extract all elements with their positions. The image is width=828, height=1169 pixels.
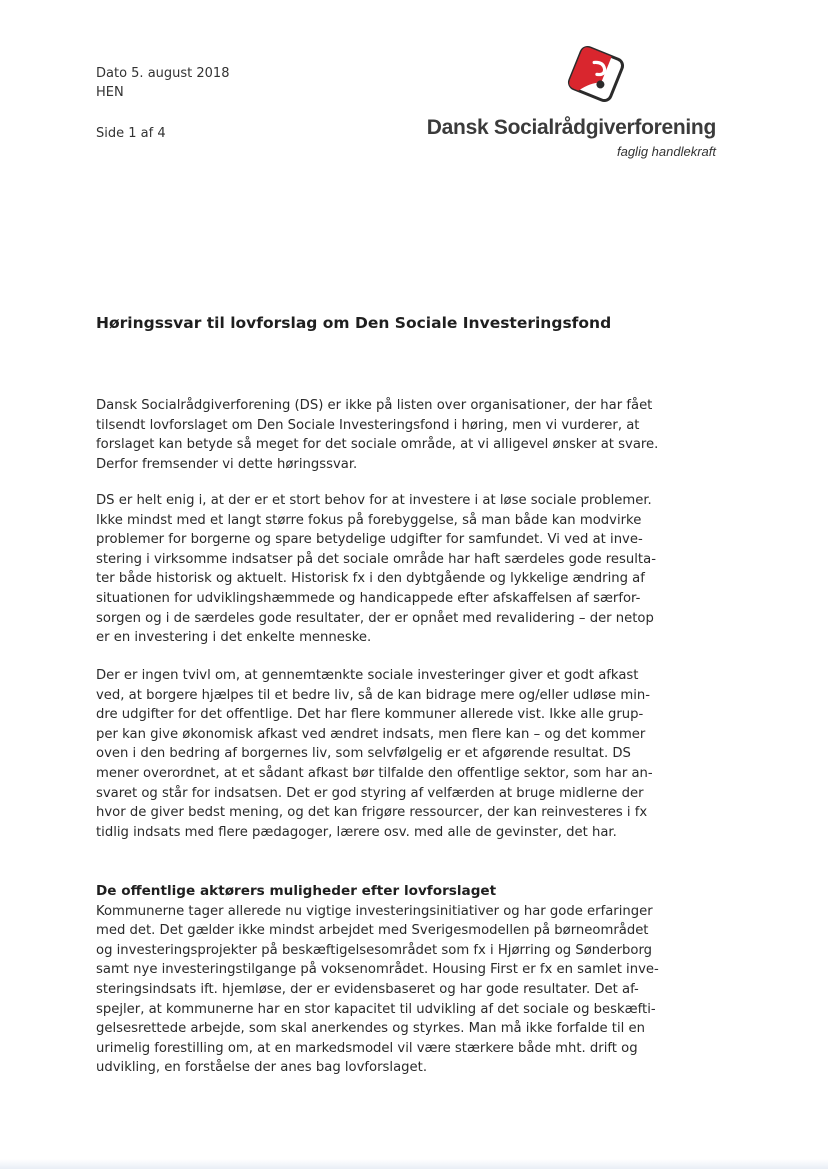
- document-meta: [96, 64, 229, 143]
- organization-tagline: faglig handlekraft: [616, 144, 716, 159]
- text-line: dre udgifter for det offentlige. Det har flere kommuner allerede vist. Ikke alle grup-: [96, 707, 644, 723]
- text-line: tidlig indsats med flere pædagoger, lærere osv. med alle de gevinster, det har.: [96, 824, 617, 840]
- text-line: forslaget kan betyde så meget for det sociale område, at vi alligevel ønsker at svare.: [96, 437, 659, 453]
- text-line: Dansk Socialrådgiverforening (DS) er ikke på listen over organisationer, der har fået: [96, 398, 653, 413]
- document-title: Høringssvar til lovforslag om Den Sociale Investeringsfond: [96, 314, 612, 332]
- scan-edge-band: [0, 1159, 828, 1169]
- text-line: ter både historisk og aktuelt. Historisk fx i den dybtgående og lykkelige ændring af: [96, 571, 645, 587]
- text-line: er en investering i det enkelte menneske.: [96, 630, 372, 646]
- text-line: mener overordnet, at et sådant afkast bør tilfalde den offentlige sektor, som har an-: [96, 765, 653, 781]
- text-line: oven i den bedring af borgernes liv, som selvfølgelig er et afgørende resultat. DS: [96, 746, 631, 762]
- text-line: ved, at borgere hjælpes til et bedre liv, så de kan bidrage mere og/eller udløse min-: [96, 687, 650, 703]
- text-line: problemer for borgerne og spare betydelige udgifter for samfundet. Vi ved at inve-: [96, 532, 643, 548]
- text-line: Der er ingen tvivl om, at gennemtænkte sociale investeringer giver et godt afkast: [96, 668, 639, 683]
- dansk-socialraadgiverforening-logo-icon: [564, 42, 628, 106]
- organization-name: Dansk Socialrådgiverforening: [426, 116, 716, 139]
- text-line: tilsendt lovforslaget om Den Sociale Investeringsfond i høring, men vi vurderer, at: [96, 417, 640, 433]
- text-line: med det. Det gælder ikke mindst arbejdet med Sverigesmodellen på børneområdet: [96, 923, 649, 939]
- text-line: steringsindsats ift. hjemløse, der er evidensbaseret og har gode resultater. Det af-: [96, 981, 639, 997]
- text-line: Ikke mindst med et langt større fokus på forebyggelse, så man både kan modvirke: [96, 512, 642, 528]
- page-number: Side 1 af 4: [96, 126, 166, 141]
- text-line: DS er helt enig i, at der er et stort behov for at investere i at løse sociale problemer.: [96, 493, 652, 508]
- section-heading: De offentlige aktørers muligheder efter lovforslaget: [96, 883, 497, 899]
- text-line: Derfor fremsender vi dette høringssvar.: [96, 456, 358, 472]
- text-line: Kommunerne tager allerede nu vigtige investeringsinitiativer og har gode erfaringer: [96, 903, 653, 919]
- text-line: spejler, at kommunerne har en stor kapacitet til udvikling af det sociale og beskæfti-: [96, 1001, 656, 1017]
- section-public-actors: [96, 882, 696, 1078]
- document-reference: HEN: [96, 85, 124, 100]
- text-line: sorgen og i de særdeles gode resultater, der er opnået med revalidering – der netop: [96, 610, 654, 626]
- text-line: samt nye investeringstilgange på voksenområdet. Housing First er fx en samlet inve-: [96, 962, 659, 978]
- text-line: udvikling, en forståelse der anes bag lovforslaget.: [96, 1060, 428, 1076]
- text-line: hvor de giver bedst mening, og det kan frigøre ressourcer, der kan reinvesteres i fx: [96, 805, 648, 821]
- document-date: Dato 5. august 2018: [96, 66, 230, 81]
- text-line: situationen for udviklingshæmmede og handicappede efter afskaffelsen af særfor-: [96, 590, 641, 606]
- text-line: gelsesrettede arbejde, som skal anerkendes og styrkes. Man må ikke forfalde til en: [96, 1021, 645, 1037]
- paragraph-returns: [96, 666, 696, 842]
- text-line: per kan give økonomisk afkast ved ændret indsats, men flere kan – og det kommer: [96, 726, 646, 742]
- text-line: og investeringsprojekter på beskæftigelsesområdet som fx i Hjørring og Sønderborg: [96, 942, 653, 958]
- meta-spacer: [96, 102, 229, 124]
- text-line: urimelig forestilling om, at en markedsmodel vil være stærkere både mht. drift og: [96, 1040, 638, 1056]
- paragraph-intro: [96, 396, 696, 474]
- paragraph-agreement: [96, 491, 696, 648]
- text-line: stering i virksomme indsatser på det sociale område har haft særdeles gode resulta-: [96, 551, 656, 567]
- text-line: svaret og står for indsatsen. Det er god styring af velfærden at bruge midlerne der: [96, 785, 644, 801]
